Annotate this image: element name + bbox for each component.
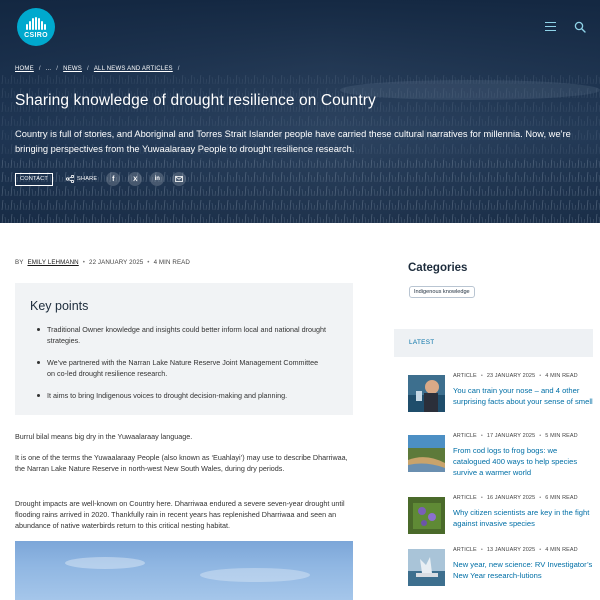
hero-banner (0, 0, 600, 223)
page-summary: Country is full of stories, and Aboriginal and Torres Strait Islander people have carried these cultural narratives for millennia. Now, we’re bringing perspectives from the Yuwaalaraay People to drought resilience research. (15, 129, 571, 154)
news-title-link[interactable]: You can train your nose – and 4 other surprising facts about your sense of smell (453, 386, 593, 406)
share-icon (66, 175, 74, 183)
logo-text: CSIRO (24, 32, 48, 39)
x-icon[interactable]: X (128, 172, 142, 186)
page-title: Sharing knowledge of drought resilience on Country (15, 92, 376, 109)
body-paragraph: Drought impacts are well-known on Country here. Dharriwaa endured a severe seven-year drought until flooding rains arrived in 2020. Thankfully rain in recent years has replenished Dharriwaa and seen an abundance of native waterbirds return to this critical nesting habitat. (15, 499, 345, 531)
hero-background-image (0, 0, 600, 223)
read-time: 4 MIN READ (153, 259, 190, 266)
body-paragraph: Burrul bilal means big dry in the Yuwaalaraay language. (15, 432, 193, 441)
publish-date: 22 JANUARY 2025 (89, 259, 144, 266)
news-meta: ARTICLE • 17 JANUARY 2025 • 5 MIN READ (453, 433, 578, 439)
key-points-box (15, 283, 353, 415)
breadcrumb: HOME / ... / NEWS / ALL NEWS AND ARTICLES / (15, 66, 180, 72)
email-icon[interactable] (172, 172, 186, 186)
key-point-item: Traditional Owner knowledge and insights could better inform local and national drought strategies. (37, 324, 327, 346)
news-thumbnail (408, 549, 445, 586)
news-meta: ARTICLE • 13 JANUARY 2025 • 4 MIN READ (453, 547, 578, 553)
key-points-title: Key points (30, 299, 89, 313)
search-icon[interactable] (574, 21, 586, 33)
article-image (15, 541, 353, 600)
latest-label: LATEST (409, 339, 435, 346)
news-item[interactable] (408, 433, 598, 483)
news-item[interactable] (408, 547, 598, 597)
breadcrumb-all-news[interactable]: ALL NEWS AND ARTICLES (93, 66, 173, 72)
contact-button[interactable]: CONTACT (15, 173, 53, 186)
news-meta: ARTICLE • 23 JANUARY 2025 • 4 MIN READ (453, 373, 578, 379)
csiro-logo[interactable] (17, 8, 55, 46)
facebook-icon[interactable]: f (106, 172, 120, 186)
latest-header (394, 329, 593, 357)
news-thumbnail (408, 435, 445, 472)
body-paragraph: It is one of the terms the Yuwaalaraay People (also known as ‘Euahlayi’) may use to describe Dharriwaa, the Narran Lake Nature Reserve in north-west New South Wales, during dry periods. (15, 453, 348, 474)
news-thumbnail (408, 375, 445, 412)
category-tag[interactable]: Indigenous knowledge (409, 286, 475, 298)
logo-bars-icon (26, 17, 46, 30)
news-meta: ARTICLE • 16 JANUARY 2025 • 6 MIN READ (453, 495, 578, 501)
breadcrumb-ellipsis[interactable]: ... (45, 66, 52, 72)
breadcrumb-home[interactable]: HOME (15, 66, 34, 72)
news-item[interactable] (408, 373, 598, 423)
share-label: SHARE (77, 176, 98, 182)
key-point-item: We’ve partnered with the Narran Lake Nature Reserve Joint Management Committee on co-led drought resilience research. (37, 357, 327, 379)
news-title-link[interactable]: Why citizen scientists are key in the fight against invasive species (453, 508, 590, 528)
breadcrumb-news[interactable]: NEWS (63, 66, 82, 72)
key-points-list (37, 324, 327, 412)
share-control[interactable] (66, 175, 97, 183)
categories-title: Categories (408, 262, 468, 274)
key-point-item: It aims to bring Indigenous voices to drought decision-making and planning. (37, 390, 327, 401)
linkedin-icon[interactable]: in (150, 172, 164, 186)
hero-actions (15, 172, 186, 186)
news-thumbnail (408, 497, 445, 534)
news-title-link[interactable]: From cod logs to frog bogs: we catalogued 400 ways to help species survive a warmer world (453, 446, 578, 477)
menu-icon[interactable] (545, 22, 556, 32)
news-item[interactable] (408, 495, 598, 545)
author-link[interactable]: EMILY LEHMANN (27, 259, 79, 266)
news-title-link[interactable]: New year, new science: RV Investigator’s New Year research-lutions (453, 560, 593, 580)
byline: BY EMILY LEHMANN • 22 JANUARY 2025 • 4 MIN READ (15, 259, 190, 266)
